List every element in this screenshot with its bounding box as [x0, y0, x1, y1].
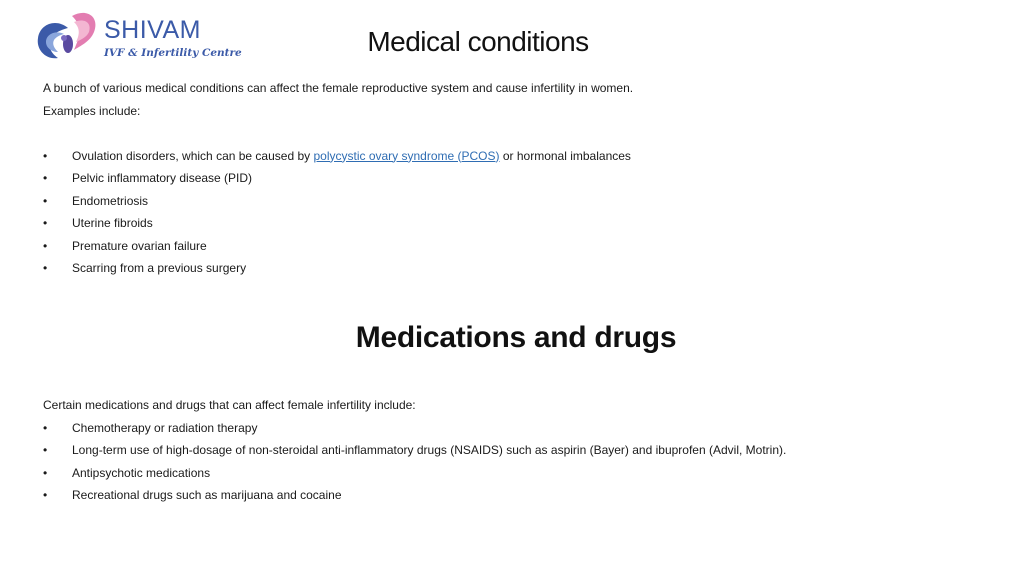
list-item-text: Recreational drugs such as marijuana and cocaine [72, 488, 342, 502]
list-item [43, 417, 786, 440]
list-item-text: Uterine fibroids [72, 216, 153, 230]
list-item-text: Pelvic inflammatory disease (PID) [72, 171, 253, 185]
medications-list [43, 417, 786, 507]
bullet-icon: • [43, 148, 48, 163]
medical-conditions-block [43, 77, 633, 280]
bullet-icon: • [43, 261, 48, 275]
list-item [43, 145, 633, 168]
list-item [43, 439, 786, 462]
section-heading-medications: Medications and drugs [355, 321, 677, 354]
bullet-icon: • [43, 488, 48, 502]
bullet-icon: • [43, 193, 48, 208]
list-item [43, 167, 633, 190]
list-item-text: Endometriosis [72, 193, 149, 208]
pcos-link[interactable]: polycystic ovary syndrome (PCOS) [313, 148, 500, 163]
bullet-icon: • [43, 238, 48, 253]
medications-block [43, 394, 786, 507]
list-item-text: or hormonal imbalances [499, 148, 631, 163]
bullet-icon: • [43, 443, 48, 457]
conditions-list [43, 145, 633, 280]
list-item [43, 484, 786, 507]
bullet-icon: • [43, 171, 48, 185]
list-item-text: Antipsychotic medications [72, 465, 211, 480]
list-item [43, 212, 633, 235]
bullet-icon: • [43, 216, 48, 230]
page-title: Medical conditions [367, 26, 589, 57]
list-item-text: Ovulation disorders, which can be caused by [72, 148, 314, 163]
list-item [43, 462, 786, 485]
blank-line [43, 122, 633, 145]
examples-label: Examples include: [43, 103, 141, 118]
list-item [43, 235, 633, 258]
list-item-text: Scarring from a previous surgery [72, 261, 247, 275]
intro-paragraph: A bunch of various medical conditions can affect the female reproductive system and cause infertility in women. [43, 81, 634, 95]
list-item-text: Long-term use of high-dosage of non-steroidal anti-inflammatory drugs (NSAIDS) such as aspirin (Bayer) and ibuprofen (Advil, Motrin). [72, 443, 787, 457]
bullet-icon: • [43, 420, 48, 435]
list-item-text: Premature ovarian failure [72, 238, 207, 253]
medications-intro: Certain medications and drugs that can affect female infertility include: [43, 398, 416, 412]
list-item [43, 257, 633, 280]
logo-name: SHIVAM [104, 16, 201, 44]
logo-subtitle: IVF & Infertility Centre [104, 47, 242, 59]
list-item [43, 190, 633, 213]
list-item-text: Chemotherapy or radiation therapy [72, 420, 258, 435]
bullet-icon: • [43, 465, 48, 480]
